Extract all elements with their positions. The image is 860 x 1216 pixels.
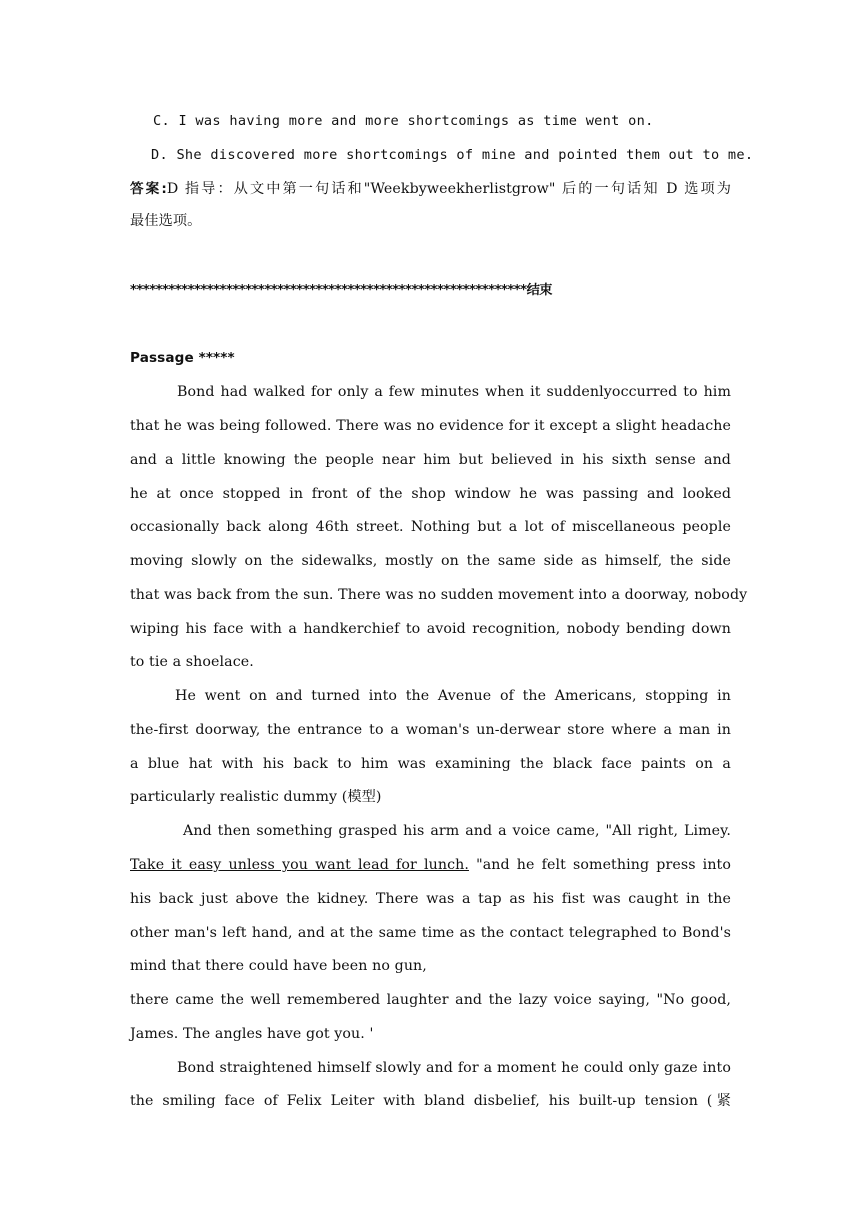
underlined-quote: Take it easy unless you want lead for lunch.	[130, 857, 469, 873]
answer-text: D 指导：从文中第一句话和"Weekbyweekherlistgrow" 后的一句话知 D 选项为	[166, 181, 731, 197]
p1-line: wiping his face with a handkerchief to avoid recognition, nobody bending down	[130, 621, 731, 637]
p1-line: moving slowly on the sidewalks, mostly on the same side as himself, the side	[130, 553, 731, 569]
p1-line: occasionally back along 46th street. Nothing but a lot of miscellaneous people	[130, 519, 731, 535]
p1-line: he at once stopped in front of the shop window he was passing and looked	[130, 486, 731, 502]
p4-line: the smiling face of Felix Leiter with bland disbelief, his built-up tension (紧	[130, 1093, 731, 1109]
p3-line: mind that there could have been no gun,	[130, 958, 427, 974]
answer-line-1	[130, 179, 731, 199]
option-d: D. She discovered more shortcomings of mine and pointed them out to me.	[151, 147, 754, 163]
p2-line: particularly realistic dummy (模型)	[130, 789, 382, 805]
p3-line: there came the well remembered laughter and the lazy voice saying, "No good,	[130, 992, 731, 1008]
p3-line: other man's left hand, and at the same time as the contact telegraphed to Bond's	[130, 925, 731, 941]
p4-line: Bond straightened himself slowly and for a moment he could only gaze into	[177, 1060, 731, 1076]
p3-line-rest: "and he felt something press into	[468, 857, 731, 873]
option-c: C. I was having more and more shortcomings as time went on.	[153, 113, 654, 129]
p2-line: He went on and turned into the Avenue of the Americans, stopping in	[175, 688, 731, 704]
p1-line: that was back from the sun. There was no sudden movement into a doorway, nobody	[130, 587, 748, 603]
p3-line: And then something grasped his arm and a voice came, "All right, Limey.	[183, 823, 731, 839]
p1-line: that he was being followed. There was no evidence for it except a slight headache	[130, 418, 731, 434]
section-separator: **************************************************************结束	[130, 283, 552, 298]
p1-line: and a little knowing the people near him but believed in his sixth sense and	[130, 452, 731, 468]
p3-line: James. The angles have got you. '	[130, 1026, 374, 1042]
p1-line: Bond had walked for only a few minutes when it suddenlyoccurred to him	[177, 384, 731, 400]
p2-line: a blue hat with his back to him was examining the black face paints on a	[130, 756, 731, 772]
answer-line-2: 最佳选项。	[130, 213, 202, 229]
passage-heading: Passage *****	[130, 350, 235, 366]
p1-line: to tie a shoelace.	[130, 654, 254, 670]
p3-line	[130, 855, 731, 875]
answer-label: 答案:	[130, 181, 167, 197]
p2-line: the-first doorway, the entrance to a woman's un-derwear store where a man in	[130, 722, 731, 738]
p3-line: his back just above the kidney. There was a tap as his fist was caught in the	[130, 891, 731, 907]
